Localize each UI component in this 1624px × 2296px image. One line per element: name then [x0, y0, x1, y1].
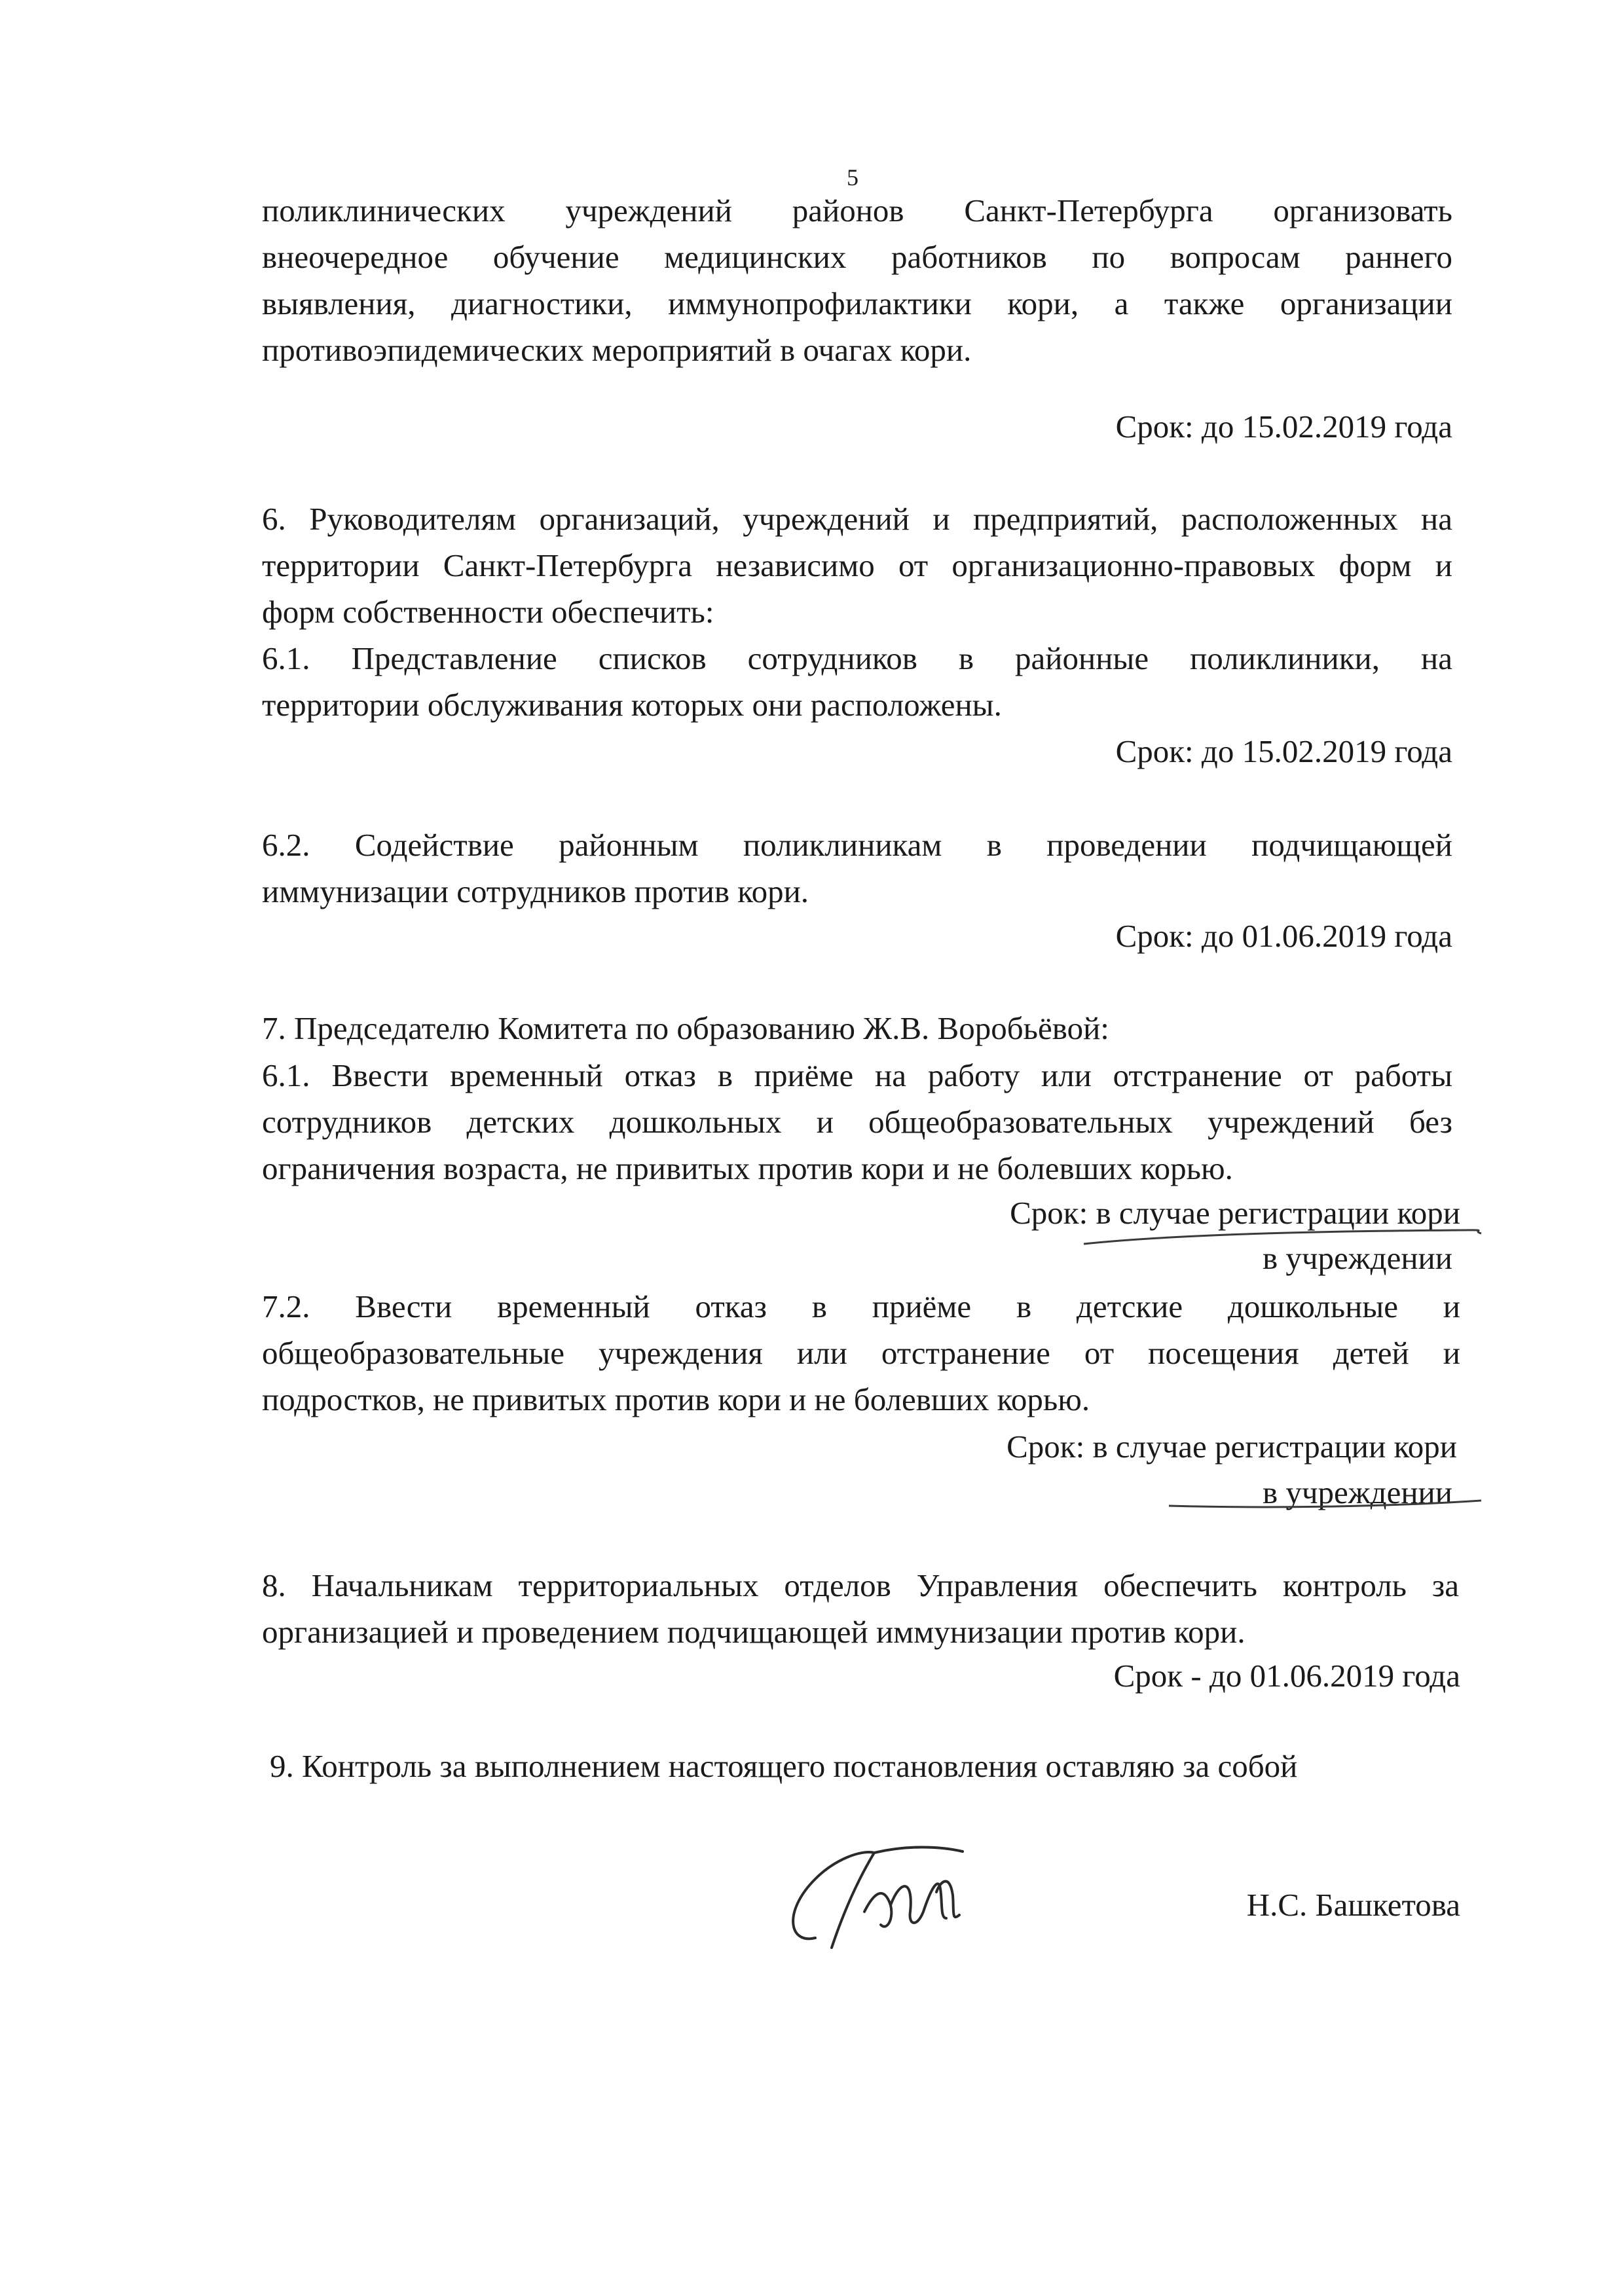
- text-line: 6.1. Ввести временный отказ в приёме на работу или отстранение от работы: [262, 1057, 1452, 1093]
- section-6-1: [262, 635, 1452, 728]
- text-line: ограничения возраста, не привитых против кори и не болевших корью.: [262, 1150, 1233, 1186]
- text-line: 6.2. Содействие районным поликлиникам в проведении подчищающей: [262, 827, 1452, 863]
- text-line: 7. Председателю Комитета по образованию Ж.В. Воробьёвой:: [262, 1010, 1109, 1046]
- deadline-5: Срок: до 15.02.2019 года: [1115, 409, 1452, 445]
- text-line: иммунизации сотрудников против кори.: [262, 873, 809, 909]
- handwritten-signature: [776, 1833, 972, 1977]
- deadline-6-1: Срок: до 15.02.2019 года: [1115, 733, 1452, 769]
- text-line: 6.1. Представление списков сотрудников в районные поликлиники, на: [262, 640, 1452, 676]
- text-line: 9. Контроль за выполнением настоящего постановления оставляю за собой: [270, 1748, 1298, 1784]
- text-line: 7.2. Ввести временный отказ в приёме в детские дошкольные и: [262, 1288, 1460, 1324]
- text-line: территории обслуживания которых они расположены.: [262, 687, 1002, 723]
- section-6-2: [262, 822, 1452, 915]
- deadline-7-2-line1: Срок: в случае регистрации кори: [1006, 1429, 1457, 1465]
- deadline-8: Срок - до 01.06.2019 года: [1113, 1658, 1460, 1694]
- section-6-heading: [262, 496, 1452, 635]
- section-9: [270, 1743, 1460, 1789]
- text-line: противоэпидемических мероприятий в очагах кори.: [262, 332, 972, 368]
- text-line: внеочередное обучение медицинских работников по вопросам раннего: [262, 239, 1452, 275]
- text-line: 6. Руководителям организаций, учреждений и предприятий, расположенных на: [262, 501, 1452, 537]
- page-number: 5: [847, 164, 858, 191]
- section-5-text: [262, 187, 1452, 373]
- deadline-7-2-line2: в учреждении: [1263, 1474, 1452, 1510]
- text-line: форм собственности обеспечить:: [262, 594, 714, 630]
- text-line: общеобразовательные учреждения или отстранение от посещения детей и: [262, 1335, 1460, 1371]
- section-7-1: [262, 1052, 1452, 1192]
- text-line: сотрудников детских дошкольных и общеобразовательных учреждений без: [262, 1104, 1452, 1140]
- text-line: организацией и проведением подчищающей иммунизации против кори.: [262, 1614, 1246, 1650]
- section-7-heading: [262, 1005, 1452, 1051]
- text-line: 8. Начальникам территориальных отделов Управления обеспечить контроль за: [262, 1567, 1459, 1603]
- deadline-6-2: Срок: до 01.06.2019 года: [1115, 918, 1452, 954]
- text-line: территории Санкт-Петербурга независимо от организационно-правовых форм и: [262, 547, 1452, 583]
- deadline-7-1-line2: в учреждении: [1263, 1240, 1452, 1276]
- text-line: подростков, не привитых против кори и не болевших корью.: [262, 1381, 1090, 1417]
- section-8: [262, 1562, 1459, 1655]
- signatory-name: Н.С. Башкетова: [1246, 1887, 1460, 1923]
- text-line: выявления, диагностики, иммунопрофилактики кори, а также организации: [262, 285, 1452, 321]
- section-7-2: [262, 1283, 1460, 1423]
- text-line: поликлинических учреждений районов Санкт-Петербурга организовать: [262, 192, 1452, 228]
- deadline-7-1-line1: Срок: в случае регистрации кори: [1010, 1195, 1460, 1231]
